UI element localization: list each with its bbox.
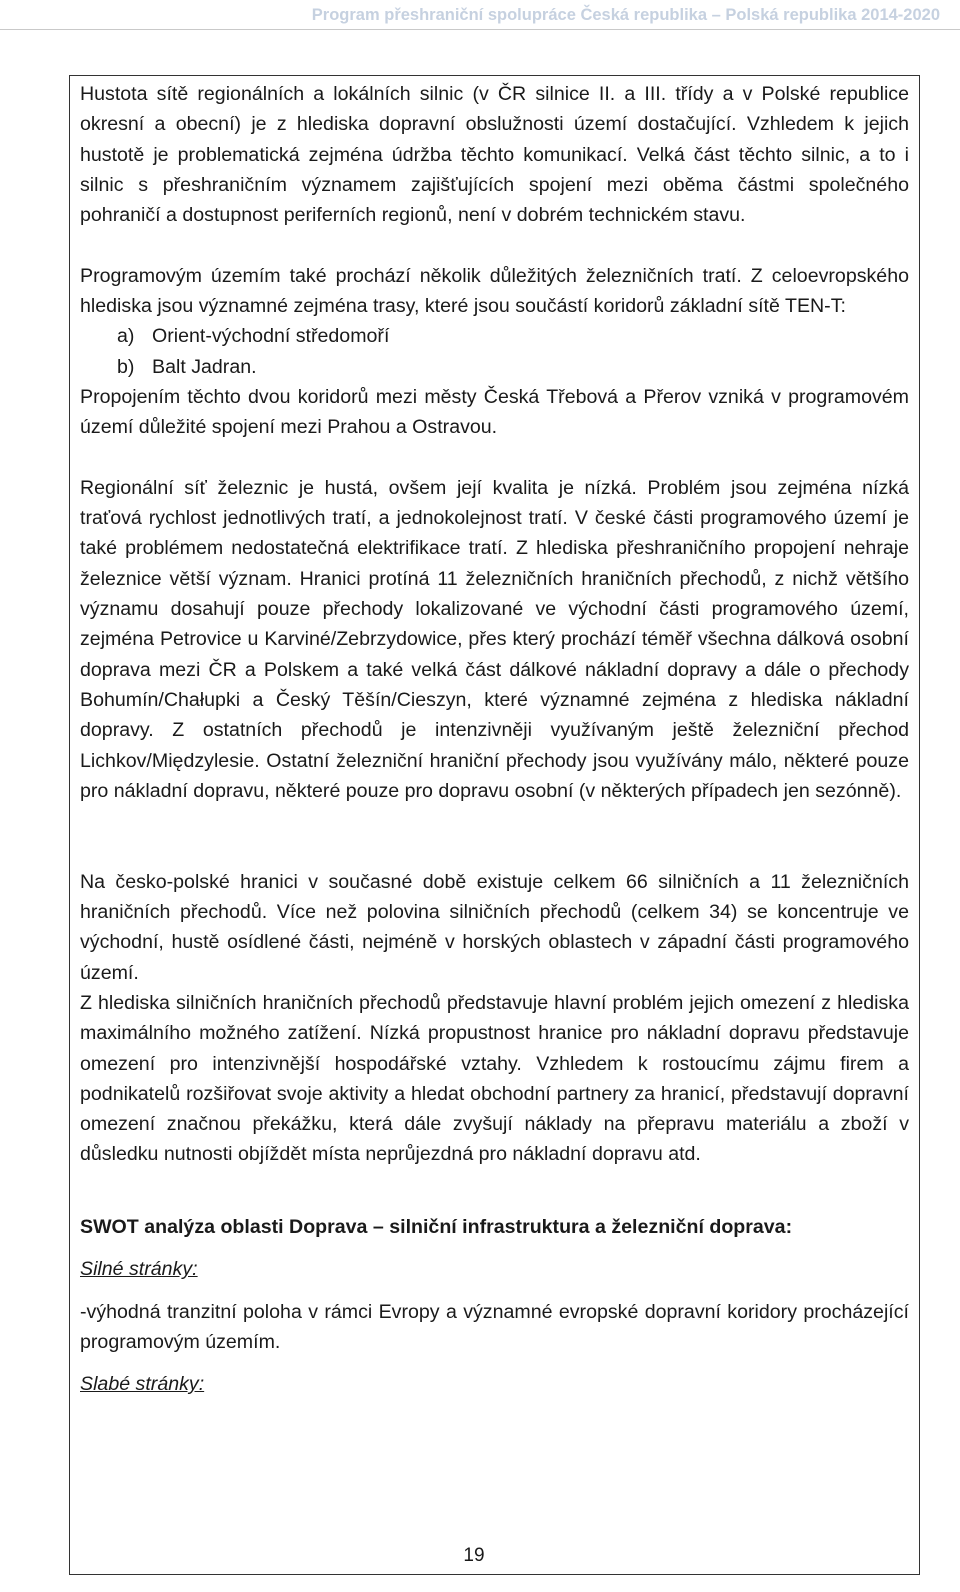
spacer <box>80 836 909 866</box>
spacer <box>80 1200 909 1212</box>
header-divider <box>0 29 960 30</box>
swot-heading: SWOT analýza oblasti Doprava – silniční infrastruktura a železniční doprava: <box>80 1215 793 1238</box>
spacer <box>80 1242 909 1254</box>
list-item <box>80 352 909 382</box>
spacer <box>80 443 909 473</box>
paragraph-crossing-problems: Z hlediska silničních hraničních přechodů představuje hlavní problém jejich omezení z hlediska maximálního možného zatížení. Nízká propustnost hranice pro nákladní dopravu představuje omezení pro intenzivnější hospodářské vztahy. Vzhledem k rostoucímu zájmu firem a podnikatelů rozšiřovat svoje aktivity a hledat obchodní partnery za hranicí, představují dopravní omezení značnou překážku, která dále zvyšují náklady na přepravu materiálu a zboží v důsledku nutnosti objíždět místa neprůjezdná pro nákladní dopravu atd. <box>80 991 909 1166</box>
spacer <box>80 1285 909 1297</box>
paragraph-regional-roads: Hustota sítě regionálních a lokálních silnic (v ČR silnice II. a III. třídy a v Polské republice okresní a obecní) je z hlediska dopravní obslužnosti území dostačující. Vzhledem k jejich hustotě je problematická zejména údržba těchto komunikací. Velká část těchto silnic, a to i silnic s přeshraničním významem zajišťujících spojení mezi oběma částmi společného pohraničí a dostupnost periferních regionů, není v dobrém technickém stavu. <box>80 83 909 227</box>
list-marker: b) <box>117 355 135 378</box>
spacer <box>80 806 909 836</box>
paragraph-regional-rail: Regionální síť železnic je hustá, ovšem její kvalita je nízká. Problém jsou zejména nízká traťová rychlost jednotlivých tratí, a jednokolejnost tratí. V české části programového území je také problémem nedostatečná elektrifikace tratí. Z hlediska přeshraničního propojení nehraje železnice větší význam. Hranici protíná 11 železničních hraničních přechodů, z nichž většího významu dosahují pouze přechody lokalizované ve východní části programového území, zejména Petrovice u Karviné/Zebrzydowice, přes který prochází téměř všechna dálková osobní doprava mezi ČR a Polskem a také velká část dálkové nákladní dopravy a dále o přechody Bohumín/Chałupki a Český Těšín/Cieszyn, které významné zejména z hlediska nákladní dopravy. Z ostatních přechodů je intenzivněji využívaným ještě železniční přechod Lichkov/Międzylesie. Ostatní železniční hraniční přechody jsou využívány málo, některé pouze pro nákladní dopravu, některé pouze pro dopravu osobní (v některých případech jen sezónně). <box>80 476 909 802</box>
running-header-title: Program přeshraniční spolupráce Česká republika – Polská republika 2014-2020 <box>311 6 940 24</box>
list-item <box>80 321 909 351</box>
list-marker: a) <box>117 325 135 348</box>
strengths-heading: Silné stránky: <box>80 1258 198 1281</box>
page-number: 19 <box>463 1545 485 1566</box>
weaknesses-heading: Slabé stránky: <box>80 1373 205 1396</box>
paragraph-corridor-link: Propojením těchto dvou koridorů mezi městy Česká Třebová a Přerov vzniká v programovém území důležité spojení mezi Prahou a Ostravou. <box>80 385 909 439</box>
paragraph-border-crossings: Na česko-polské hranici v současné době existuje celkem 66 silničních a 11 železničních hraničních přechodů. Více než polovina silničních přechodů (celkem 34) se koncentruje ve východní, hustě osídlené části, nejméně v horských oblastech v západní části programového území. <box>80 870 909 984</box>
spacer <box>80 1357 909 1369</box>
spacer <box>80 230 909 260</box>
paragraph-railways: Programovým územím také prochází několik důležitých železničních tratí. Z celoevropského hlediska jsou významné zejména trasy, které jsou součástí koridorů základní sítě TEN-T: <box>80 264 909 318</box>
spacer <box>80 1170 909 1200</box>
document-body <box>80 79 909 1399</box>
strengths-text: -výhodná tranzitní poloha v rámci Evropy a významné evropské dopravní koridory procházející programovým územím. <box>80 1300 909 1353</box>
list-item-text: Orient-východní středomoří <box>152 325 390 348</box>
list-item-text: Balt Jadran. <box>152 355 257 378</box>
